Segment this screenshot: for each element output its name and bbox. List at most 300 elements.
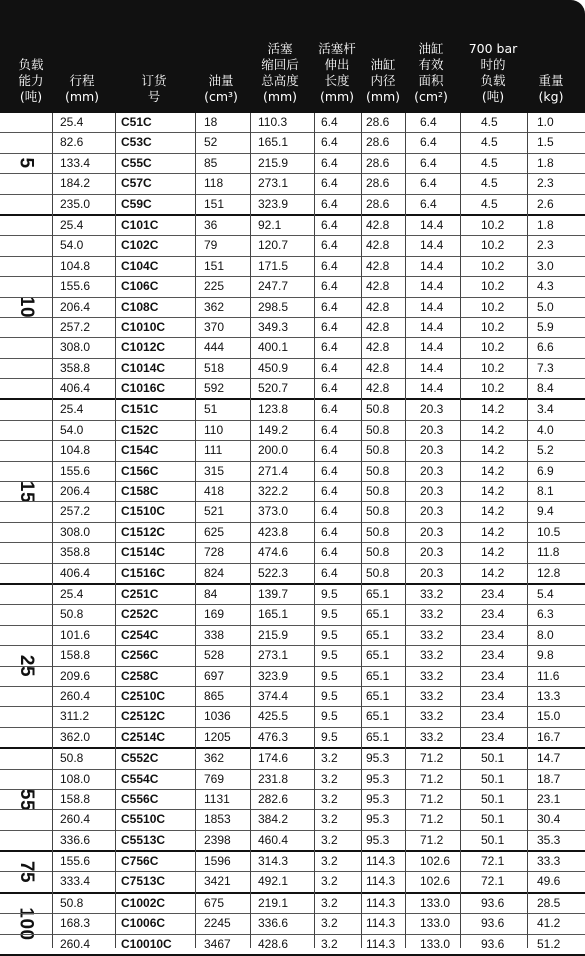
cell-height: 215.9 (258, 155, 289, 170)
cell-load: 10.2 (481, 238, 505, 253)
table-row (0, 872, 585, 891)
cell-height: 215.9 (258, 627, 289, 642)
cell-weight: 15.0 (537, 709, 561, 724)
cell-oil: 18 (204, 115, 218, 129)
cell-oil: 1036 (204, 709, 231, 724)
cell-area: 33.2 (420, 688, 444, 703)
cell-load: 14.2 (481, 524, 505, 539)
cell-bore: 65.1 (366, 709, 390, 724)
cell-load: 23.4 (481, 648, 505, 663)
cell-stroke: 209.6 (60, 668, 91, 683)
cell-height: 314.3 (258, 854, 289, 869)
cell-bore: 42.8 (366, 299, 390, 314)
cell-oil: 518 (204, 360, 225, 375)
cell-weight: 5.2 (537, 443, 554, 458)
cell-bore: 50.8 (366, 484, 390, 499)
cell-weight: 5.9 (537, 319, 554, 334)
cell-height: 171.5 (258, 258, 289, 273)
cell-weight: 8.1 (537, 484, 554, 499)
cell-oil: 169 (204, 607, 225, 622)
header-height: 活塞 缩回后 总高度 (mm) (261, 41, 299, 104)
cell-extension: 3.2 (321, 751, 338, 766)
cell-weight: 1.8 (537, 155, 554, 170)
header-weight: 重量 (kg) (538, 73, 564, 104)
capacity-group (0, 400, 585, 585)
cell-weight: 41.2 (537, 916, 561, 931)
cell-extension: 6.4 (321, 443, 338, 458)
table-row (0, 195, 585, 214)
cell-area: 20.3 (420, 524, 444, 539)
cell-model: C254C (121, 627, 159, 642)
cell-stroke: 260.4 (60, 688, 91, 703)
table-row (0, 502, 585, 522)
capacity-value: 15 (15, 480, 37, 503)
cell-stroke: 257.2 (60, 504, 91, 519)
cell-model: C59C (121, 196, 152, 211)
cell-bore: 114.3 (366, 895, 396, 910)
table-row (0, 790, 585, 810)
header-oil: 油量 (cm³) (204, 73, 238, 104)
cell-oil: 697 (204, 668, 225, 683)
cell-stroke: 308.0 (60, 340, 91, 355)
cell-area: 14.4 (420, 381, 444, 396)
cell-load: 14.2 (481, 545, 505, 560)
cell-weight: 28.5 (537, 895, 561, 910)
cell-area: 14.4 (420, 217, 444, 232)
cell-area: 6.4 (420, 135, 437, 150)
cell-load: 4.5 (481, 115, 498, 129)
cell-stroke: 358.8 (60, 545, 91, 560)
cell-extension: 6.4 (321, 524, 338, 539)
cell-bore: 50.8 (366, 443, 390, 458)
cell-weight: 3.0 (537, 258, 554, 273)
cell-stroke: 206.4 (60, 299, 91, 314)
table-row (0, 236, 585, 256)
cell-stroke: 82.6 (60, 135, 84, 150)
cell-area: 33.2 (420, 668, 444, 683)
cell-area: 20.3 (420, 484, 444, 499)
cell-extension: 9.5 (321, 729, 338, 744)
cell-bore: 95.3 (366, 751, 390, 766)
cell-bore: 42.8 (366, 360, 390, 375)
cell-model: C53C (121, 135, 152, 150)
cell-stroke: 54.0 (60, 422, 84, 437)
header-load: 700 bar 时的 负载 (吨) (468, 41, 518, 104)
table-row (0, 831, 585, 850)
cell-height: 522.3 (258, 565, 289, 580)
cell-bore: 28.6 (366, 155, 390, 170)
table-row (0, 543, 585, 563)
cell-model: C1510C (121, 504, 166, 519)
cell-stroke: 206.4 (60, 484, 91, 499)
cell-weight: 2.3 (537, 238, 554, 253)
cell-area: 14.4 (420, 258, 444, 273)
cell-height: 219.1 (258, 895, 289, 910)
cell-area: 71.2 (420, 751, 444, 766)
cell-extension: 9.5 (321, 668, 338, 683)
cell-area: 33.2 (420, 607, 444, 622)
cell-load: 23.4 (481, 586, 505, 601)
cell-extension: 6.4 (321, 258, 338, 273)
cell-model: C251C (121, 586, 159, 601)
cell-model: C7513C (121, 874, 166, 889)
cell-stroke: 50.8 (60, 607, 84, 622)
cell-stroke: 155.6 (60, 854, 91, 869)
table-row (0, 174, 585, 194)
cell-weight: 5.0 (537, 299, 554, 314)
table-header (0, 0, 585, 113)
cell-height: 165.1 (258, 135, 289, 150)
cell-oil: 1596 (204, 854, 231, 869)
cell-model: C10010C (121, 936, 172, 951)
cell-stroke: 104.8 (60, 258, 91, 273)
cell-height: 200.0 (258, 443, 289, 458)
cell-area: 33.2 (420, 586, 444, 601)
cell-load: 93.6 (481, 916, 505, 931)
cell-height: 460.4 (258, 832, 289, 847)
cell-height: 120.7 (258, 238, 289, 253)
cell-load: 4.5 (481, 176, 498, 191)
cell-extension: 9.5 (321, 586, 338, 601)
cell-stroke: 25.4 (60, 217, 84, 232)
cell-area: 6.4 (420, 196, 437, 211)
table-row (0, 277, 585, 297)
cell-height: 174.6 (258, 751, 289, 766)
cell-area: 102.6 (420, 854, 451, 869)
cell-area: 71.2 (420, 771, 444, 786)
cell-height: 298.5 (258, 299, 289, 314)
cell-area: 14.4 (420, 238, 444, 253)
cell-weight: 9.4 (537, 504, 554, 519)
table-row (0, 935, 585, 954)
cell-bore: 65.1 (366, 688, 390, 703)
cell-weight: 6.3 (537, 607, 554, 622)
cell-area: 33.2 (420, 709, 444, 724)
cell-load: 23.4 (481, 627, 505, 642)
capacity-value: 75 (15, 860, 37, 884)
cell-stroke: 257.2 (60, 319, 91, 334)
cell-bore: 65.1 (366, 729, 390, 744)
cell-extension: 6.4 (321, 196, 338, 211)
cell-bore: 28.6 (366, 176, 390, 191)
cell-bore: 114.3 (366, 916, 396, 931)
cell-height: 323.9 (258, 196, 289, 211)
cell-oil: 592 (204, 381, 225, 396)
cell-stroke: 108.0 (60, 771, 91, 786)
cell-load: 10.2 (481, 340, 505, 355)
cell-area: 6.4 (420, 115, 437, 129)
cell-load: 14.2 (481, 463, 505, 478)
cell-oil: 225 (204, 279, 225, 294)
capacity-group (0, 852, 585, 894)
cell-model: C151C (121, 402, 159, 417)
cell-height: 322.2 (258, 484, 289, 499)
cell-model: C51C (121, 115, 152, 129)
cell-bore: 95.3 (366, 791, 390, 806)
cell-stroke: 104.8 (60, 443, 91, 458)
cell-extension: 6.4 (321, 279, 338, 294)
cell-extension: 3.2 (321, 916, 338, 931)
cell-height: 282.6 (258, 791, 289, 806)
cell-weight: 23.1 (537, 791, 561, 806)
cell-extension: 6.4 (321, 155, 338, 170)
table-row (0, 852, 585, 872)
column-divider (460, 113, 461, 948)
cell-model: C552C (121, 751, 159, 766)
cell-oil: 85 (204, 155, 218, 170)
cell-oil: 315 (204, 463, 225, 478)
cell-oil: 824 (204, 565, 225, 580)
cell-weight: 16.7 (537, 729, 561, 744)
cell-height: 92.1 (258, 217, 282, 232)
cell-bore: 42.8 (366, 258, 390, 273)
column-divider (361, 113, 362, 948)
cell-model: C256C (121, 648, 159, 663)
cell-stroke: 158.8 (60, 648, 91, 663)
cell-model: C101C (121, 217, 159, 232)
cell-oil: 118 (204, 176, 224, 191)
cell-bore: 95.3 (366, 832, 390, 847)
cell-oil: 2398 (204, 832, 231, 847)
cell-load: 10.2 (481, 360, 505, 375)
column-divider (250, 113, 251, 948)
column-divider (527, 113, 528, 948)
cell-weight: 10.5 (537, 524, 561, 539)
table-row (0, 154, 585, 174)
cell-bore: 65.1 (366, 648, 390, 663)
cell-load: 10.2 (481, 319, 505, 334)
cell-height: 139.7 (258, 586, 289, 601)
cell-stroke: 311.2 (60, 709, 90, 724)
cell-weight: 7.3 (537, 360, 554, 375)
cell-weight: 35.3 (537, 832, 561, 847)
cell-bore: 95.3 (366, 771, 390, 786)
header-extension: 活塞杆 伸出 长度 (mm) (318, 41, 356, 104)
cell-extension: 6.4 (321, 135, 338, 150)
table-row (0, 257, 585, 277)
cell-area: 71.2 (420, 791, 444, 806)
cell-height: 273.1 (258, 648, 289, 663)
cell-extension: 3.2 (321, 895, 338, 910)
cell-height: 273.1 (258, 176, 289, 191)
cell-bore: 65.1 (366, 607, 390, 622)
cell-oil: 1205 (204, 729, 231, 744)
cell-stroke: 235.0 (60, 196, 91, 211)
cell-oil: 528 (204, 648, 225, 663)
cell-load: 72.1 (481, 874, 505, 889)
cell-extension: 6.4 (321, 484, 338, 499)
cell-height: 474.6 (258, 545, 289, 560)
table-row (0, 359, 585, 379)
cell-weight: 2.3 (537, 176, 554, 191)
cell-stroke: 25.4 (60, 402, 84, 417)
cell-area: 14.4 (420, 340, 444, 355)
table-row (0, 318, 585, 338)
cell-bore: 42.8 (366, 238, 390, 253)
cell-weight: 13.3 (537, 688, 561, 703)
header-model: 订货 号 (141, 73, 167, 104)
cell-stroke: 358.8 (60, 360, 91, 375)
cell-height: 374.4 (258, 688, 289, 703)
cell-area: 20.3 (420, 402, 444, 417)
cell-extension: 9.5 (321, 607, 338, 622)
cell-load: 14.2 (481, 484, 505, 499)
cell-area: 6.4 (420, 155, 437, 170)
cell-weight: 11.6 (537, 668, 560, 683)
cell-model: C1012C (121, 340, 166, 355)
cell-stroke: 184.2 (60, 176, 91, 191)
cell-model: C106C (121, 279, 159, 294)
table-row (0, 810, 585, 830)
cell-area: 14.4 (420, 299, 444, 314)
cell-height: 400.1 (258, 340, 289, 355)
capacity-value: 5 (15, 157, 37, 170)
capacity-value: 10 (15, 296, 37, 319)
cell-bore: 28.6 (366, 135, 390, 150)
column-divider (314, 113, 315, 948)
cell-load: 23.4 (481, 668, 505, 683)
table-row (0, 379, 585, 398)
cell-extension: 9.5 (321, 709, 338, 724)
cell-extension: 3.2 (321, 874, 338, 889)
cell-extension: 6.4 (321, 463, 338, 478)
table-row (0, 687, 585, 707)
table-row (0, 298, 585, 318)
cell-weight: 8.4 (537, 381, 554, 396)
cell-area: 14.4 (420, 360, 444, 375)
cell-load: 10.2 (481, 258, 505, 273)
cell-stroke: 158.8 (60, 791, 91, 806)
cell-weight: 33.3 (537, 854, 561, 869)
table-row (0, 400, 585, 420)
cell-extension: 6.4 (321, 381, 338, 396)
cell-extension: 6.4 (321, 402, 338, 417)
table-row (0, 462, 585, 482)
cell-model: C55C (121, 155, 152, 170)
cell-load: 14.2 (481, 422, 505, 437)
cell-oil: 111 (204, 443, 223, 458)
cell-height: 336.6 (258, 916, 289, 931)
cell-oil: 151 (204, 258, 225, 273)
cell-load: 4.5 (481, 135, 498, 150)
cell-model: C152C (121, 422, 159, 437)
capacity-group (0, 585, 585, 749)
table-row (0, 770, 585, 790)
cell-bore: 42.8 (366, 217, 390, 232)
cell-stroke: 133.4 (60, 155, 91, 170)
cell-extension: 6.4 (321, 217, 338, 232)
table-row (0, 667, 585, 687)
cell-height: 423.8 (258, 524, 289, 539)
cell-weight: 1.8 (537, 217, 554, 232)
capacity-value: 100 (15, 907, 37, 941)
cell-area: 20.3 (420, 463, 444, 478)
cell-model: C756C (121, 854, 159, 869)
table-row (0, 523, 585, 543)
cell-load: 23.4 (481, 729, 505, 744)
cell-oil: 362 (204, 299, 225, 314)
table-row (0, 441, 585, 461)
table-row (0, 585, 585, 605)
capacity-group (0, 216, 585, 401)
cell-bore: 50.8 (366, 463, 390, 478)
column-divider (52, 113, 53, 948)
cell-model: C108C (121, 299, 159, 314)
cell-oil: 36 (204, 217, 218, 232)
cell-extension: 9.5 (321, 627, 338, 642)
cell-weight: 4.0 (537, 422, 554, 437)
cell-oil: 79 (204, 238, 218, 253)
cell-bore: 42.8 (366, 381, 390, 396)
cell-weight: 18.7 (537, 771, 561, 786)
cell-oil: 338 (204, 627, 225, 642)
cell-extension: 3.2 (321, 771, 338, 786)
cell-load: 10.2 (481, 279, 505, 294)
cell-model: C1010C (121, 319, 166, 334)
cell-extension: 6.4 (321, 565, 338, 580)
capacity-value: 25 (15, 654, 37, 678)
cell-model: C554C (121, 771, 159, 786)
table-row (0, 564, 585, 583)
cell-oil: 444 (204, 340, 225, 355)
cell-load: 50.1 (481, 771, 505, 786)
cell-stroke: 50.8 (60, 895, 84, 910)
cell-oil: 362 (204, 751, 225, 766)
cell-height: 384.2 (258, 812, 289, 827)
cell-stroke: 260.4 (60, 936, 91, 951)
cell-oil: 769 (204, 771, 225, 786)
cell-bore: 65.1 (366, 668, 390, 683)
cell-weight: 51.2 (537, 936, 561, 951)
table-row (0, 113, 585, 133)
cell-stroke: 25.4 (60, 115, 84, 129)
cell-bore: 114.3 (366, 854, 396, 869)
cell-area: 71.2 (420, 812, 444, 827)
cell-area: 33.2 (420, 627, 444, 642)
cell-height: 492.1 (258, 874, 289, 889)
table-row (0, 728, 585, 747)
cell-area: 133.0 (420, 936, 451, 951)
cell-stroke: 406.4 (60, 381, 91, 396)
cell-height: 476.3 (258, 729, 289, 744)
cell-weight: 4.3 (537, 279, 554, 294)
capacity-group (0, 894, 585, 956)
cell-area: 20.3 (420, 545, 444, 560)
cell-stroke: 54.0 (60, 238, 84, 253)
cell-model: C5513C (121, 832, 166, 847)
cell-load: 4.5 (481, 196, 498, 211)
table-row (0, 338, 585, 358)
cell-bore: 50.8 (366, 565, 390, 580)
table-row (0, 216, 585, 236)
cell-weight: 1.5 (537, 135, 554, 150)
cell-model: C1516C (121, 565, 166, 580)
cell-weight: 14.7 (537, 751, 561, 766)
cell-area: 133.0 (420, 916, 451, 931)
capacity-value: 55 (15, 788, 37, 811)
capacity-group (0, 113, 585, 216)
cell-stroke: 406.4 (60, 565, 91, 580)
cell-weight: 6.6 (537, 340, 554, 355)
cell-height: 231.8 (258, 771, 289, 786)
cell-bore: 50.8 (366, 422, 390, 437)
cell-load: 14.2 (481, 402, 505, 417)
cell-extension: 6.4 (321, 319, 338, 334)
cell-area: 20.3 (420, 422, 444, 437)
cell-bore: 42.8 (366, 279, 390, 294)
cell-extension: 6.4 (321, 545, 338, 560)
cell-weight: 2.6 (537, 196, 554, 211)
